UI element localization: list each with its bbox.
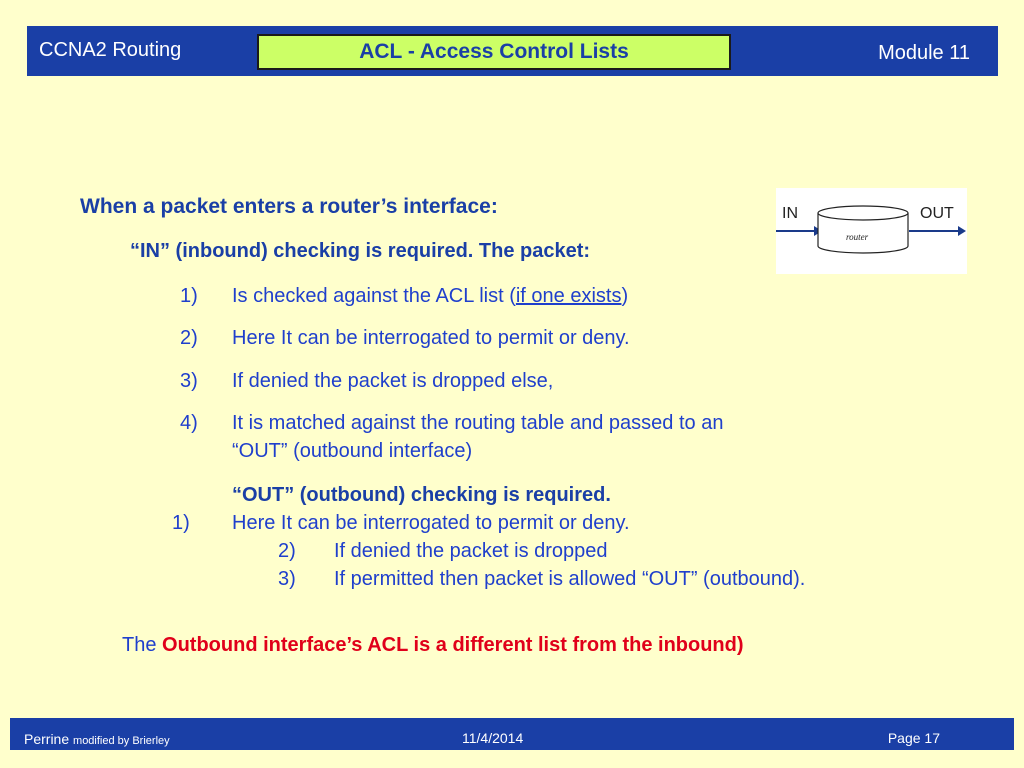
item-number: 2) — [180, 327, 198, 349]
footer-author: Perrine modified by Brierley — [24, 731, 170, 747]
item-number: 3) — [278, 568, 296, 590]
inbound-item-4-continued: “OUT” (outbound interface) — [232, 440, 473, 462]
item-text: If denied the packet is dropped else, — [232, 370, 554, 392]
footer-date: 11/4/2014 — [462, 730, 524, 746]
diagram-out-label: OUT — [920, 205, 954, 222]
footer-modifier: modified by Brierley — [73, 735, 170, 747]
module-label: Module 11 — [878, 42, 970, 64]
inbound-item-4 — [180, 412, 723, 435]
item-text: Is checked against the ACL list (if one exists) — [232, 285, 629, 307]
item-number: 2) — [278, 540, 296, 562]
outbound-item-1 — [172, 512, 630, 535]
item-number: 3) — [180, 370, 198, 392]
item-number: 4) — [180, 412, 198, 434]
item-text: If permitted then packet is allowed “OUT” (outbound). — [334, 568, 806, 590]
item-text: Here It can be interrogated to permit or deny. — [232, 327, 630, 349]
item-number: 1) — [180, 285, 198, 307]
item-text: Here It can be interrogated to permit or deny. — [232, 512, 630, 534]
diagram-in-label: IN — [782, 205, 798, 222]
footer-bar — [10, 718, 1014, 750]
inbound-item-1 — [180, 285, 628, 308]
inbound-item-3 — [180, 370, 553, 393]
item-text: It is matched against the routing table and passed to an — [232, 412, 724, 434]
footer-page-number: Page 17 — [887, 730, 940, 746]
outbound-heading: “OUT” (outbound) checking is required. — [232, 484, 611, 506]
course-title: CCNA2 Routing — [39, 39, 182, 61]
summary-note — [122, 634, 744, 657]
main-heading: When a packet enters a router’s interface: — [80, 195, 498, 218]
outbound-item-2 — [278, 540, 608, 563]
outbound-item-3 — [278, 568, 805, 591]
item-number: 1) — [172, 512, 190, 534]
inbound-heading: “IN” (inbound) checking is required. The packet: — [130, 240, 591, 262]
item-text: If denied the packet is dropped — [334, 540, 608, 562]
if-one-exists-link[interactable]: if one exists — [515, 285, 622, 307]
slide-title: ACL - Access Control Lists — [257, 34, 731, 70]
note-emphasis: Outbound interface’s ACL is a different list from the inbound) — [162, 634, 744, 656]
router-label: router — [846, 232, 869, 242]
note-prefix: The — [122, 634, 163, 656]
inbound-item-2 — [180, 327, 630, 350]
